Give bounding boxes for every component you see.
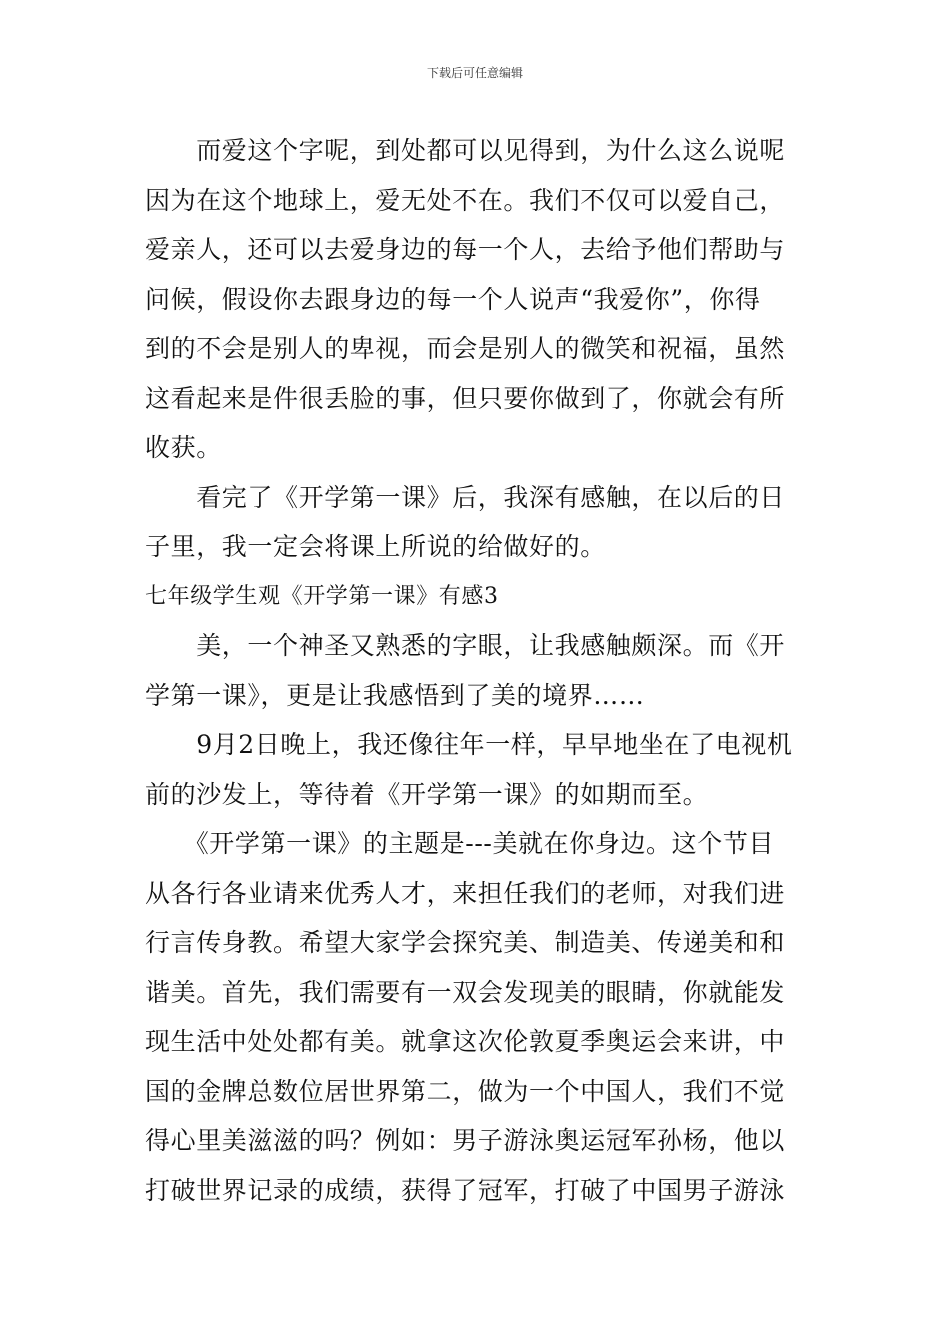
text-line: 学第一课》，更是让我感悟到了美的境界…… bbox=[145, 680, 645, 710]
text-line: 《开学第一课》的主题是---美就在你身边。这个节目 bbox=[145, 829, 775, 858]
document-body bbox=[145, 126, 809, 1215]
text-line: 美，一个神圣又熟悉的字眼，让我感触颇深。而《开 bbox=[145, 631, 786, 660]
text-line: 问候，假设你去跟身边的每一个人说声“我爱你”，你得 bbox=[145, 284, 761, 314]
text-line: 得心里美滋滋的吗？例如：男子游泳奥运冠军孙杨，他以 bbox=[145, 1126, 786, 1155]
text-line: 现生活中处处都有美。就拿这次伦敦夏季奥运会来讲，中 bbox=[145, 1027, 786, 1056]
text-line: 谐美。首先，我们需要有一双会发现美的眼睛，你就能发 bbox=[145, 977, 786, 1007]
text-line: 看完了《开学第一课》后，我深有感触，在以后的日 bbox=[145, 482, 786, 512]
section-heading: 七年级学生观《开学第一课》有感3 bbox=[145, 583, 499, 609]
text-line: 到的不会是别人的卑视，而会是别人的微笑和祝福，虽然 bbox=[145, 334, 786, 363]
text-line: 国的金牌总数位居世界第二，做为一个中国人，我们不觉 bbox=[145, 1076, 786, 1106]
text-line: 打破世界记录的成绩，获得了冠军，打破了中国男子游泳 bbox=[145, 1175, 786, 1205]
text-line: 收获。 bbox=[145, 433, 222, 462]
text-line: 因为在这个地球上，爱无处不在。我们不仅可以爱自己， bbox=[145, 185, 786, 215]
page-header: 下载后可任意编辑 bbox=[426, 66, 523, 80]
text-line: 从各行各业请来优秀人才，来担任我们的老师，对我们进 bbox=[145, 878, 786, 908]
text-line: 行言传身教。希望大家学会探究美、制造美、传递美和和 bbox=[145, 928, 786, 957]
text-line: 而爱这个字呢，到处都可以见得到，为什么这么说呢 bbox=[145, 136, 786, 165]
text-line: 爱亲人，还可以去爱身边的每一个人，去给予他们帮助与 bbox=[145, 235, 786, 264]
text-line: 9月2日晚上，我还像往年一样，早早地坐在了电视机 bbox=[145, 730, 793, 759]
text-line: 子里，我一定会将课上所说的给做好的。 bbox=[145, 532, 606, 561]
text-line: 前的沙发上，等待着《开学第一课》的如期而至。 bbox=[145, 779, 709, 809]
text-line: 这看起来是件很丢脸的事，但只要你做到了，你就会有所 bbox=[145, 383, 786, 413]
